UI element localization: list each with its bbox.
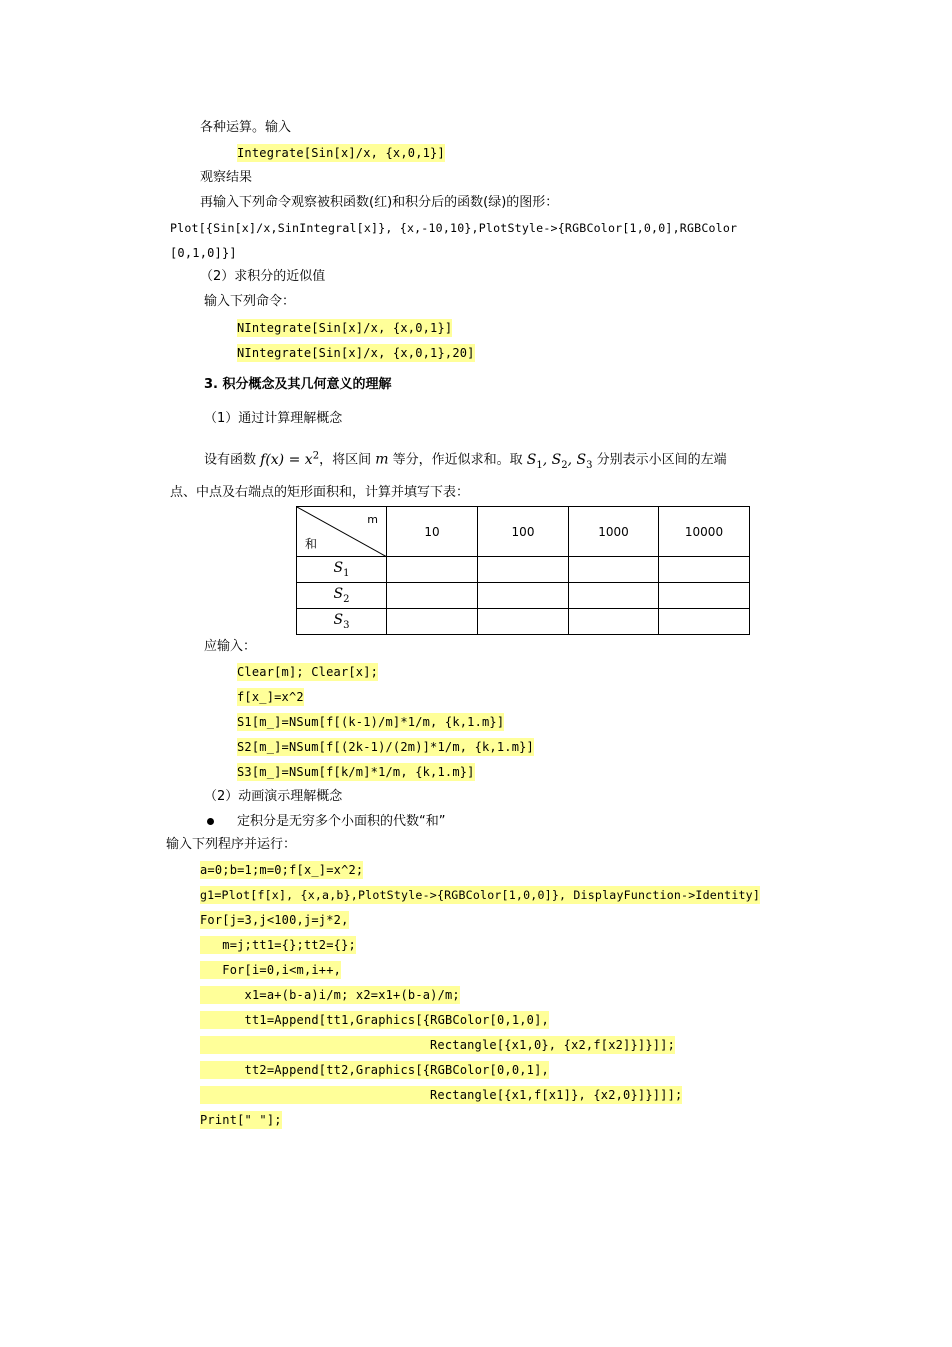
corner-label-sum: 和	[305, 537, 318, 551]
code-line: g1=Plot[f[x], {x,a,b},PlotStyle->{RGBColor[1,0,0]}, DisplayFunction->Identity]	[200, 888, 761, 902]
code-line: f[x_]=x^2	[237, 690, 304, 704]
highlight-indent	[200, 1036, 430, 1054]
code-line: S3[m_]=NSum[f[k/m]*1/m, {k,1.m}]	[237, 765, 475, 779]
math-sub: 1	[536, 459, 543, 471]
table-cell	[659, 609, 750, 635]
subheading: （2）求积分的近似值	[200, 269, 326, 284]
highlight-indent	[200, 1086, 430, 1104]
math-fx	[260, 452, 319, 468]
math-s: , S	[542, 451, 562, 468]
table-cell	[659, 583, 750, 609]
fill-in-table	[296, 506, 750, 635]
code-line: m=j;tt1={};tt2={};	[200, 938, 356, 952]
table-cell	[478, 557, 569, 583]
table-cell	[569, 557, 659, 583]
text-line-with-math	[204, 447, 727, 474]
table-cell	[387, 609, 478, 635]
table-cell	[569, 583, 659, 609]
code-line: NIntegrate[Sin[x]/x, {x,0,1},20]	[237, 346, 475, 360]
row-label	[297, 609, 387, 635]
table-row	[297, 557, 750, 583]
code-line: tt2=Append[tt2,Graphics[{RGBColor[0,0,1],	[200, 1063, 549, 1077]
text-line: 输入下列命令：	[204, 294, 296, 309]
code-line: tt1=Append[tt1,Graphics[{RGBColor[0,1,0],	[200, 1013, 549, 1027]
column-header: 10000	[659, 507, 750, 557]
subheading: （1）通过计算理解概念	[204, 411, 343, 426]
code-line: Integrate[Sin[x]/x, {x,0,1}]	[237, 146, 445, 160]
text-line: 应输入：	[204, 639, 257, 654]
math-s: , S	[567, 451, 587, 468]
table-cell	[387, 583, 478, 609]
math-exponent: 2	[312, 450, 320, 461]
table-cell	[478, 583, 569, 609]
table-row	[297, 609, 750, 635]
math-f: f	[260, 451, 266, 468]
text-line: 定积分是无穷多个小面积的代数“和”	[237, 814, 446, 829]
subheading: （2）动画演示理解概念	[204, 789, 343, 804]
code-line: a=0;b=1;m=0;f[x_]=x^2;	[200, 863, 364, 877]
table-cell	[659, 557, 750, 583]
table-header-row	[297, 507, 750, 557]
text-fragment: 设有函数	[204, 452, 261, 468]
text-line: 各种运算。输入	[200, 120, 292, 135]
bullet-icon	[207, 818, 214, 825]
math-sub: 3	[586, 459, 593, 471]
math-s: S	[526, 451, 537, 468]
code-line: For[j=3,j<100,j=j*2,	[200, 913, 349, 927]
math-s: S	[333, 612, 344, 629]
math-sub: 1	[343, 567, 350, 579]
math-s: S	[333, 560, 344, 577]
table-cell	[569, 609, 659, 635]
math-x: (x) = x	[265, 451, 313, 468]
code-line: Rectangle[{x1,f[x1]}, {x2,0}]}]]];	[430, 1088, 683, 1102]
code-line: Plot[{Sin[x]/x,SinIntegral[x]}, {x,-10,10},PlotStyle->{RGBColor[1,0,0],RGBColor	[170, 221, 738, 235]
code-line: S1[m_]=NSum[f[(k-1)/m]*1/m, {k,1.m}]	[237, 715, 505, 729]
text-fragment: ，将区间	[319, 452, 376, 468]
column-header: 100	[478, 507, 569, 557]
column-header: 1000	[569, 507, 659, 557]
math-sub: 2	[561, 459, 568, 471]
code-line: x1=a+(b-a)i/m; x2=x1+(b-a)/m;	[200, 988, 460, 1002]
text-line: 点、中点及右端点的矩形面积和，计算并填写下表：	[170, 485, 470, 500]
math-s-list	[526, 451, 593, 471]
math-sub: 2	[343, 593, 350, 605]
code-line: Print[" "];	[200, 1113, 282, 1127]
code-line: S2[m_]=NSum[f[(2k-1)/(2m)]*1/m, {k,1.m}]	[237, 740, 534, 754]
corner-label-m: m	[367, 513, 378, 526]
text-line: 再输入下列命令观察被积函数(红)和积分后的函数(绿)的图形：	[200, 195, 559, 210]
text-line: 观察结果	[200, 170, 253, 185]
section-heading: 3. 积分概念及其几何意义的理解	[204, 377, 392, 392]
code-line: Clear[m]; Clear[x];	[237, 665, 379, 679]
text-fragment: 分别表示小区间的左端	[592, 452, 727, 468]
math-s: S	[333, 586, 344, 603]
math-m: m	[375, 451, 389, 468]
code-line: [0,1,0]}]	[170, 246, 237, 260]
table-cell	[387, 557, 478, 583]
row-label	[297, 583, 387, 609]
table-row	[297, 583, 750, 609]
code-line: For[i=0,i<m,i++,	[200, 963, 342, 977]
table-cell	[478, 609, 569, 635]
text-fragment: 等分，作近似求和。取	[388, 452, 527, 468]
code-line: NIntegrate[Sin[x]/x, {x,0,1}]	[237, 321, 453, 335]
row-label	[297, 557, 387, 583]
column-header: 10	[387, 507, 478, 557]
math-sub: 3	[343, 619, 350, 631]
table-corner-cell	[297, 507, 387, 557]
text-line: 输入下列程序并运行：	[166, 837, 297, 852]
code-line: Rectangle[{x1,0}, {x2,f[x2]}]}]];	[430, 1038, 676, 1052]
